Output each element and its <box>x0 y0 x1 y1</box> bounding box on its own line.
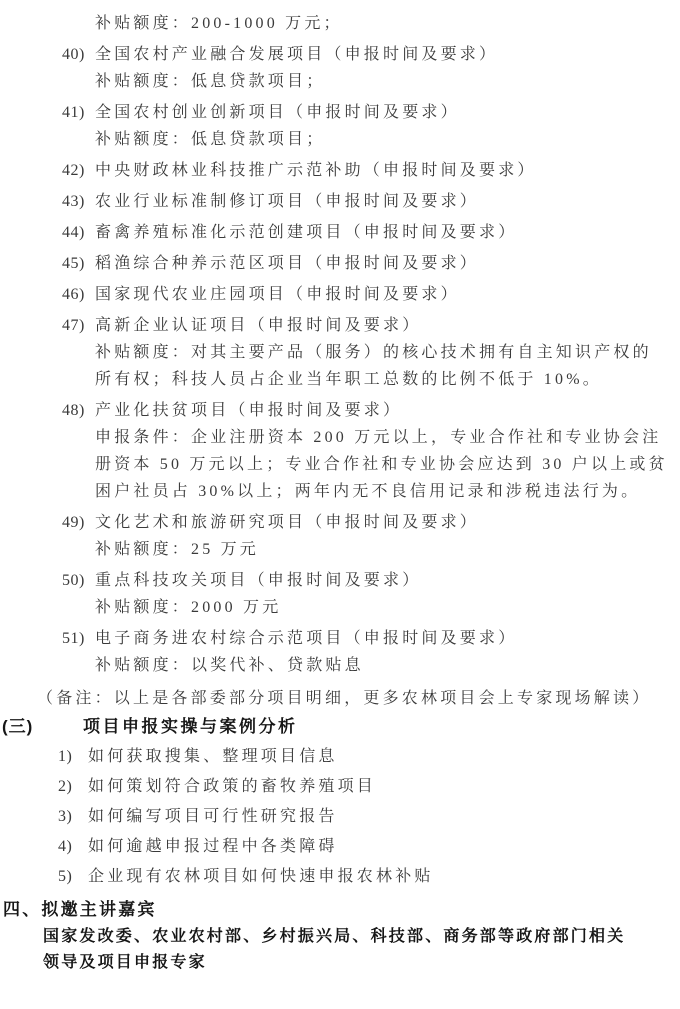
item-number: 51) <box>62 630 85 647</box>
project-item-45 <box>0 250 680 277</box>
agenda-item <box>58 772 680 802</box>
section3-title: 项目申报实操与案例分析 <box>83 717 298 736</box>
item-title: 产业化扶贫项目（申报时间及要求） <box>95 402 403 419</box>
agenda-item <box>58 802 680 832</box>
agenda-text: 如何逾越申报过程中各类障碍 <box>88 838 338 855</box>
agenda-text: 如何获取搜集、整理项目信息 <box>88 748 338 765</box>
agenda-item <box>58 862 680 892</box>
agenda-number: 4) <box>58 838 73 855</box>
section3-heading <box>2 712 680 742</box>
agenda-number: 2) <box>58 778 73 795</box>
item-number: 40) <box>62 46 85 63</box>
speaker-paragraph-line: 领导及项目申报专家 <box>43 954 207 971</box>
item-detail-line: 补贴额度：25 万元 <box>95 541 260 558</box>
project-item-41 <box>0 99 680 153</box>
item-title: 畜禽养殖标准化示范创建项目（申报时间及要求） <box>95 224 518 241</box>
project-item-42 <box>0 157 680 184</box>
item-title: 重点科技攻关项目（申报时间及要求） <box>95 572 422 589</box>
project-item-49 <box>0 509 680 563</box>
item-39-detail-line: 补贴额度：200-1000 万元； <box>95 15 343 32</box>
project-item-48 <box>0 397 680 505</box>
section3-list <box>0 742 680 892</box>
item-number: 45) <box>62 255 85 272</box>
project-item-50 <box>0 567 680 621</box>
section3-marker: (三) <box>2 717 34 736</box>
item-title: 全国农村创业创新项目（申报时间及要求） <box>95 104 460 121</box>
item-number: 43) <box>62 193 85 210</box>
item-title: 全国农村产业融合发展项目（申报时间及要求） <box>95 46 499 63</box>
item-detail-line: 所有权；科技人员占企业当年职工总数的比例不低于 10%。 <box>95 371 602 388</box>
agenda-item <box>58 832 680 862</box>
item-title: 高新企业认证项目（申报时间及要求） <box>95 317 422 334</box>
item-title: 国家现代农业庄园项目（申报时间及要求） <box>95 286 460 303</box>
item-detail-line: 补贴额度：2000 万元 <box>95 599 282 616</box>
section4-heading: 四、拟邀主讲嘉宾 <box>3 900 157 919</box>
item-number: 47) <box>62 317 85 334</box>
item-detail-line: 补贴额度：以奖代补、贷款贴息 <box>95 657 364 674</box>
project-item-47 <box>0 312 680 393</box>
item-number: 42) <box>62 162 85 179</box>
agenda-text: 企业现有农林项目如何快速申报农林补贴 <box>88 868 434 885</box>
project-item-44 <box>0 219 680 246</box>
speaker-paragraph-line: 国家发改委、农业农村部、乡村振兴局、科技部、商务部等政府部门相关 <box>43 928 626 945</box>
agenda-number: 5) <box>58 868 73 885</box>
item-number: 50) <box>62 572 85 589</box>
item-detail-line: 补贴额度：低息贷款项目； <box>95 73 326 90</box>
note-line: （备注：以上是各部委部分项目明细，更多农林项目会上专家现场解读） <box>37 690 652 707</box>
speaker-paragraph <box>43 924 680 976</box>
item-number: 46) <box>62 286 85 303</box>
item-title: 电子商务进农村综合示范项目（申报时间及要求） <box>95 630 518 647</box>
item-title: 文化艺术和旅游研究项目（申报时间及要求） <box>95 514 480 531</box>
item-title: 农业行业标准制修订项目（申报时间及要求） <box>95 193 480 210</box>
item-detail-line: 补贴额度：对其主要产品（服务）的核心技术拥有自主知识产权的 <box>95 344 652 361</box>
agenda-text: 如何编写项目可行性研究报告 <box>88 808 338 825</box>
agenda-text: 如何策划符合政策的畜牧养殖项目 <box>88 778 377 795</box>
project-item-43 <box>0 188 680 215</box>
project-item-51 <box>0 625 680 679</box>
project-item-40 <box>0 41 680 95</box>
item-title: 稻渔综合种养示范区项目（申报时间及要求） <box>95 255 480 272</box>
agenda-item <box>58 742 680 772</box>
item-number: 41) <box>62 104 85 121</box>
agenda-number: 3) <box>58 808 73 825</box>
item-detail-line: 补贴额度：低息贷款项目； <box>95 131 326 148</box>
item-detail-line: 困户社员占 30%以上；两年内无不良信用记录和涉税违法行为。 <box>95 483 641 500</box>
item-number: 49) <box>62 514 85 531</box>
project-item-46 <box>0 281 680 308</box>
item-number: 44) <box>62 224 85 241</box>
item-detail-line: 申报条件：企业注册资本 200 万元以上，专业合作社和专业协会注 <box>95 429 662 446</box>
agenda-number: 1) <box>58 748 73 765</box>
item-number: 48) <box>62 402 85 419</box>
item-title: 中央财政林业科技推广示范补助（申报时间及要求） <box>95 162 537 179</box>
item-detail-line: 册资本 50 万元以上；专业合作社和专业协会应达到 30 户以上或贫 <box>95 456 668 473</box>
